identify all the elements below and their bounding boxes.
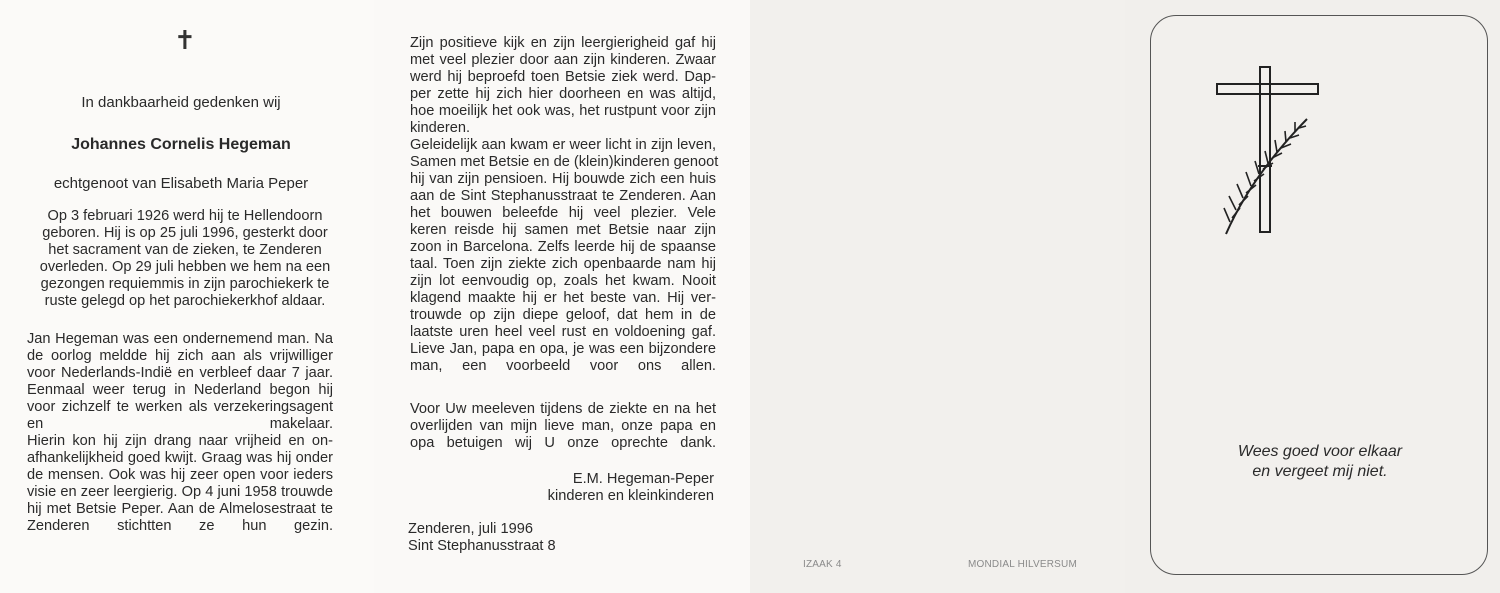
text-line: geboren. Hij is op 25 juli 1996, gesterkt door — [42, 225, 328, 241]
blank-panel — [750, 0, 1125, 593]
printer-company: MONDIAL HILVERSUM — [968, 559, 1077, 570]
text-line: zijn lot eenvoudig op, zoals het kwam. Nooit — [410, 273, 716, 289]
text-line: het sacrament van de zieken, te Zenderen — [48, 242, 322, 258]
place-date-block — [408, 521, 556, 555]
address: Sint Stephanusstraat 8 — [408, 538, 556, 554]
signature-family: kinderen en kleinkinderen — [547, 488, 714, 504]
motto — [1205, 442, 1435, 482]
thanks-paragraph — [410, 401, 716, 452]
text-line: Zenderen stichtten ze hun gezin. — [27, 518, 333, 534]
motto-line-2: en vergeet mij niet. — [1252, 463, 1388, 480]
text-line: Geleidelijk aan kwam er weer licht in zijn leven, — [410, 137, 716, 153]
text-line: visie en zeer leergierig. Op 4 juni 1958 trouwde — [27, 484, 333, 500]
text-line: overleden. Op 29 juli hebben we hem na een — [39, 259, 331, 275]
text-line: het bouwen beleefde hij veel plezier. Vele — [410, 205, 716, 221]
signature-block — [480, 471, 714, 505]
text-line: Eenmaal weer terug in Nederland begon hij — [27, 382, 333, 398]
printer-model: IZAAK 4 — [803, 559, 842, 570]
place-date: Zenderen, juli 1996 — [408, 521, 533, 537]
text-line: Jan Hegeman was een ondernemend man. Na — [27, 331, 333, 347]
text-line: trouwde op zijn diepe geloof, dat hem in de — [410, 307, 716, 323]
biography-paragraph-1 — [35, 208, 335, 310]
text-line: de oorlog meldde hij zich aan als vrijwilliger — [27, 348, 333, 364]
text-line: opa betuigen wij U onze oprechte dank. — [410, 435, 716, 451]
text-line: zoon in Barcelona. Zelfs leerde hij de spaanse — [410, 239, 716, 255]
text-line: hij met Betsie Peper. Aan de Almelosestraat te — [27, 501, 333, 517]
text-line: Op 3 februari 1926 werd hij te Hellendoorn — [47, 208, 323, 224]
text-line: laatste uren heel veel rust en voldoening gaf. — [410, 324, 716, 340]
tribute-paragraph-1 — [410, 35, 719, 375]
text-line: aan de Sint Stephanusstraat te Zenderen. Aan — [410, 188, 716, 204]
text-line: kinderen. — [410, 120, 471, 136]
signature-name: E.M. Hegeman-Peper — [572, 471, 714, 487]
text-line: ruste gelegd op het parochiekerkhof aldaar. — [44, 293, 326, 309]
text-line: Lieve Jan, papa en opa, je was een bijzondere — [410, 341, 716, 357]
text-line: werd hij beproefd toen Betsie ziek werd. Dap- — [410, 69, 716, 85]
text-line: keren reisde hij samen met Betsie naar zijn — [410, 222, 716, 238]
text-line: Voor Uw meeleven tijdens de ziekte en na het — [410, 401, 716, 417]
text-line: Samen met Betsie en de (klein)kinderen genoot — [410, 154, 719, 170]
text-line: gezongen requiemmis in zijn parochiekerk te — [40, 276, 330, 292]
text-line: overlijden van mijn lieve man, onze papa en — [410, 418, 716, 434]
cross-icon: ✝ — [174, 26, 196, 56]
text-line: taal. Toen zijn ziekte zich openbaarde nam hij — [410, 256, 716, 272]
text-line: per zette hij zich hier doorheen en was altijd, — [410, 86, 716, 102]
text-line: met veel plezier door aan zijn kinderen. Zwaar — [410, 52, 716, 68]
text-line: hij van zijn pensioen. Hij bouwde zich een huis — [410, 171, 716, 187]
cross-with-palm-icon — [1210, 62, 1325, 242]
text-line: voor Nederlands-Indië en verbleef daar 7 jaar. — [27, 365, 333, 381]
text-line: en makelaar. — [27, 416, 333, 432]
text-line: Hierin kon hij zijn drang naar vrijheid en on- — [27, 433, 333, 449]
deceased-name: Johannes Cornelis Hegeman — [71, 136, 291, 153]
text-line: de mensen. Ook was hij zeer open voor ieders — [27, 467, 333, 483]
spouse-line: echtgenoot van Elisabeth Maria Peper — [53, 175, 309, 192]
text-line: klagend maakte hij er het beste van. Hij ver- — [410, 290, 716, 306]
biography-paragraph-2 — [27, 331, 333, 535]
text-line: voor zichzelf te werken als verzekeringsagent — [27, 399, 333, 415]
text-line: man, een voorbeeld voor ons allen. — [410, 358, 716, 374]
motto-line-1: Wees goed voor elkaar — [1237, 443, 1403, 460]
text-line: Zijn positieve kijk en zijn leergierigheid gaf hij — [410, 35, 716, 51]
text-line: afhankelijkheid goed kwijt. Graag was hij onder — [27, 450, 333, 466]
intro-text: In dankbaarheid gedenken wij — [81, 94, 281, 111]
text-line: hoe moeilijk het ook was, het rustpunt voor zijn — [410, 103, 716, 119]
